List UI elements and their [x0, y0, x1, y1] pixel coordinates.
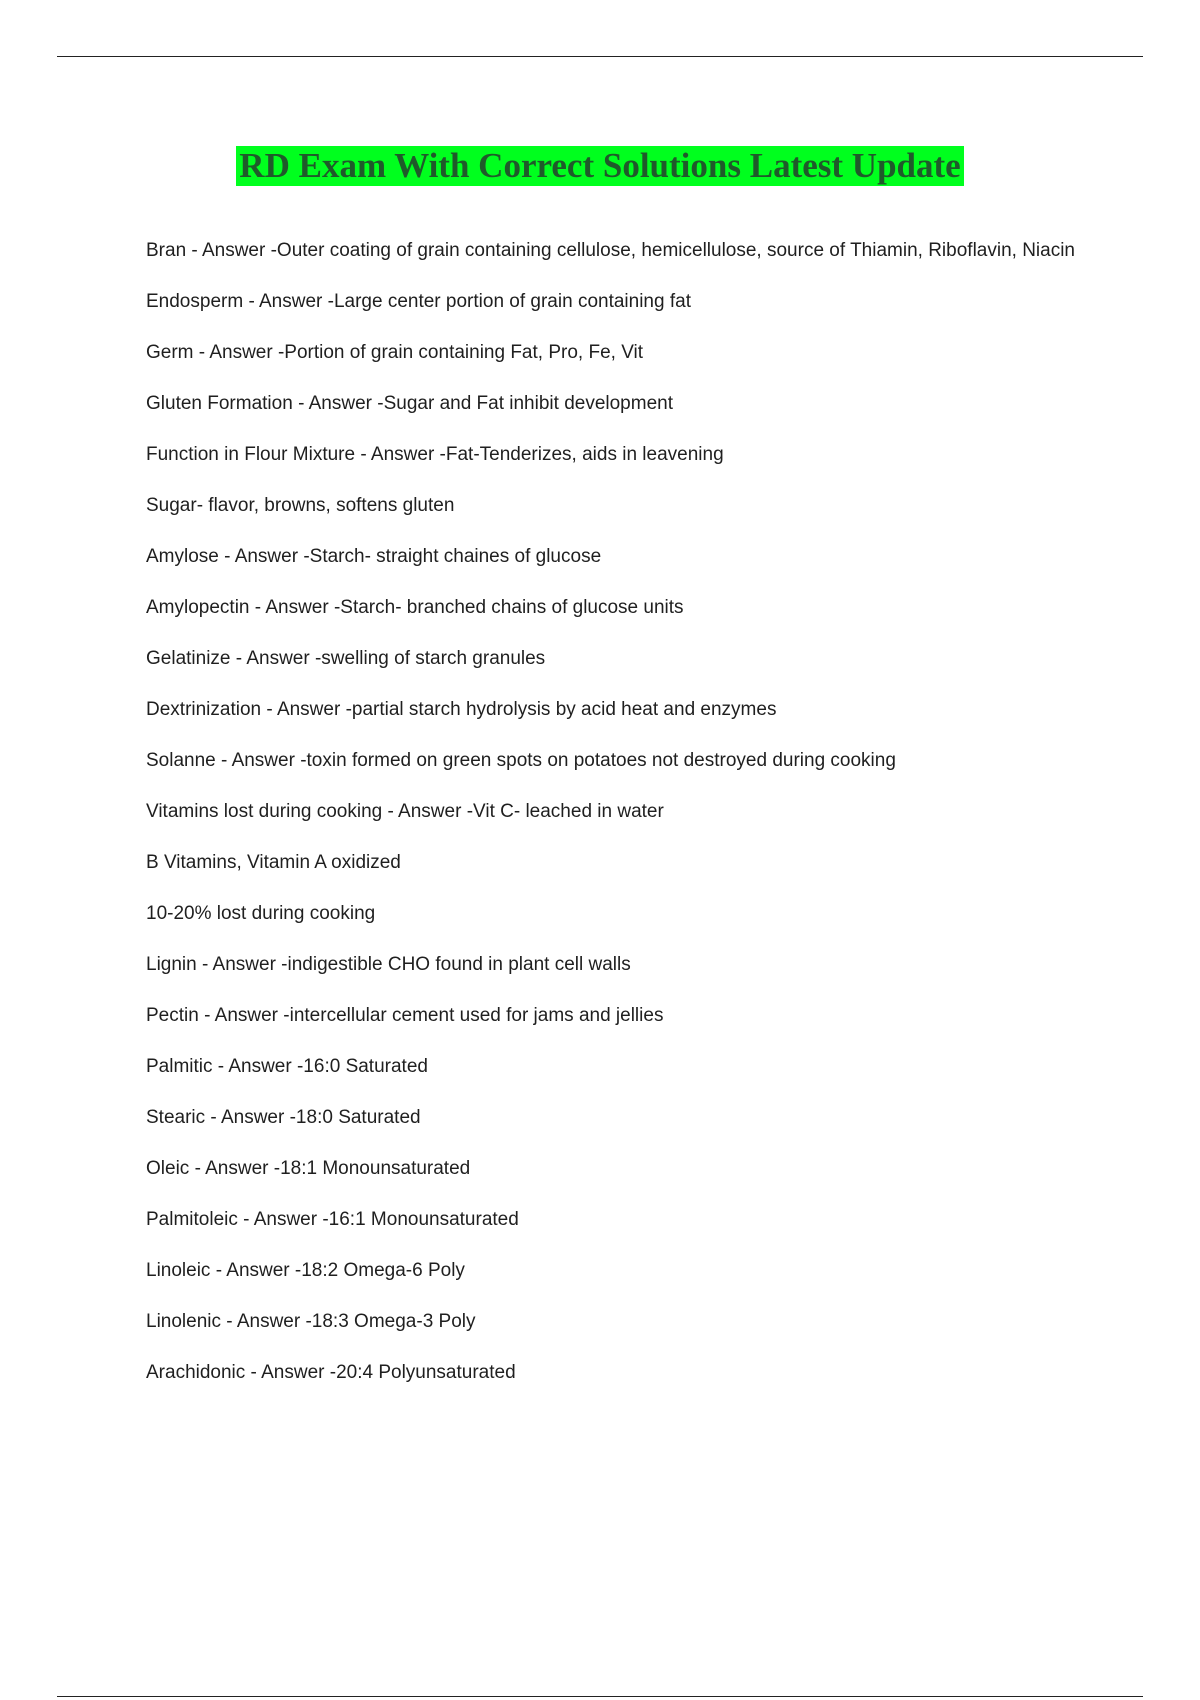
list-item: B Vitamins, Vitamin A oxidized	[146, 852, 401, 873]
answer-list	[146, 236, 1086, 1409]
title-block	[0, 146, 1200, 186]
list-item: Function in Flour Mixture - Answer -Fat-Tenderizes, aids in leavening	[146, 444, 724, 465]
list-item: 10-20% lost during cooking	[146, 903, 376, 924]
list-item: Palmitic - Answer -16:0 Saturated	[146, 1056, 428, 1077]
list-item: Amylopectin - Answer -Starch- branched chains of glucose units	[146, 597, 684, 618]
list-item: Bran - Answer -Outer coating of grain containing cellulose, hemicellulose, source of Thiamin, Riboflavin, Niacin	[146, 240, 1075, 261]
list-item: Pectin - Answer -intercellular cement used for jams and jellies	[146, 1005, 664, 1026]
header-rule	[57, 56, 1143, 57]
list-item: Gluten Formation - Answer -Sugar and Fat inhibit development	[146, 393, 673, 414]
list-item: Vitamins lost during cooking - Answer -Vit C- leached in water	[146, 801, 664, 822]
document-title: RD Exam With Correct Solutions Latest Update	[236, 146, 963, 186]
list-item: Dextrinization - Answer -partial starch hydrolysis by acid heat and enzymes	[146, 699, 777, 720]
list-item: Solanne - Answer -toxin formed on green spots on potatoes not destroyed during cooking	[146, 750, 896, 771]
list-item: Sugar- flavor, browns, softens gluten	[146, 495, 455, 516]
list-item: Stearic - Answer -18:0 Saturated	[146, 1107, 421, 1128]
list-item: Linolenic - Answer -18:3 Omega-3 Poly	[146, 1311, 476, 1332]
list-item: Germ - Answer -Portion of grain containing Fat, Pro, Fe, Vit	[146, 342, 644, 363]
list-item: Oleic - Answer -18:1 Monounsaturated	[146, 1158, 471, 1179]
footer-rule	[57, 1696, 1143, 1697]
list-item: Arachidonic - Answer -20:4 Polyunsaturated	[146, 1362, 516, 1383]
list-item: Lignin - Answer -indigestible CHO found in plant cell walls	[146, 954, 631, 975]
list-item: Palmitoleic - Answer -16:1 Monounsaturated	[146, 1209, 519, 1230]
list-item: Endosperm - Answer -Large center portion of grain containing fat	[146, 291, 691, 312]
list-item: Linoleic - Answer -18:2 Omega-6 Poly	[146, 1260, 465, 1281]
list-item: Amylose - Answer -Starch- straight chaines of glucose	[146, 546, 602, 567]
list-item: Gelatinize - Answer -swelling of starch granules	[146, 648, 546, 669]
